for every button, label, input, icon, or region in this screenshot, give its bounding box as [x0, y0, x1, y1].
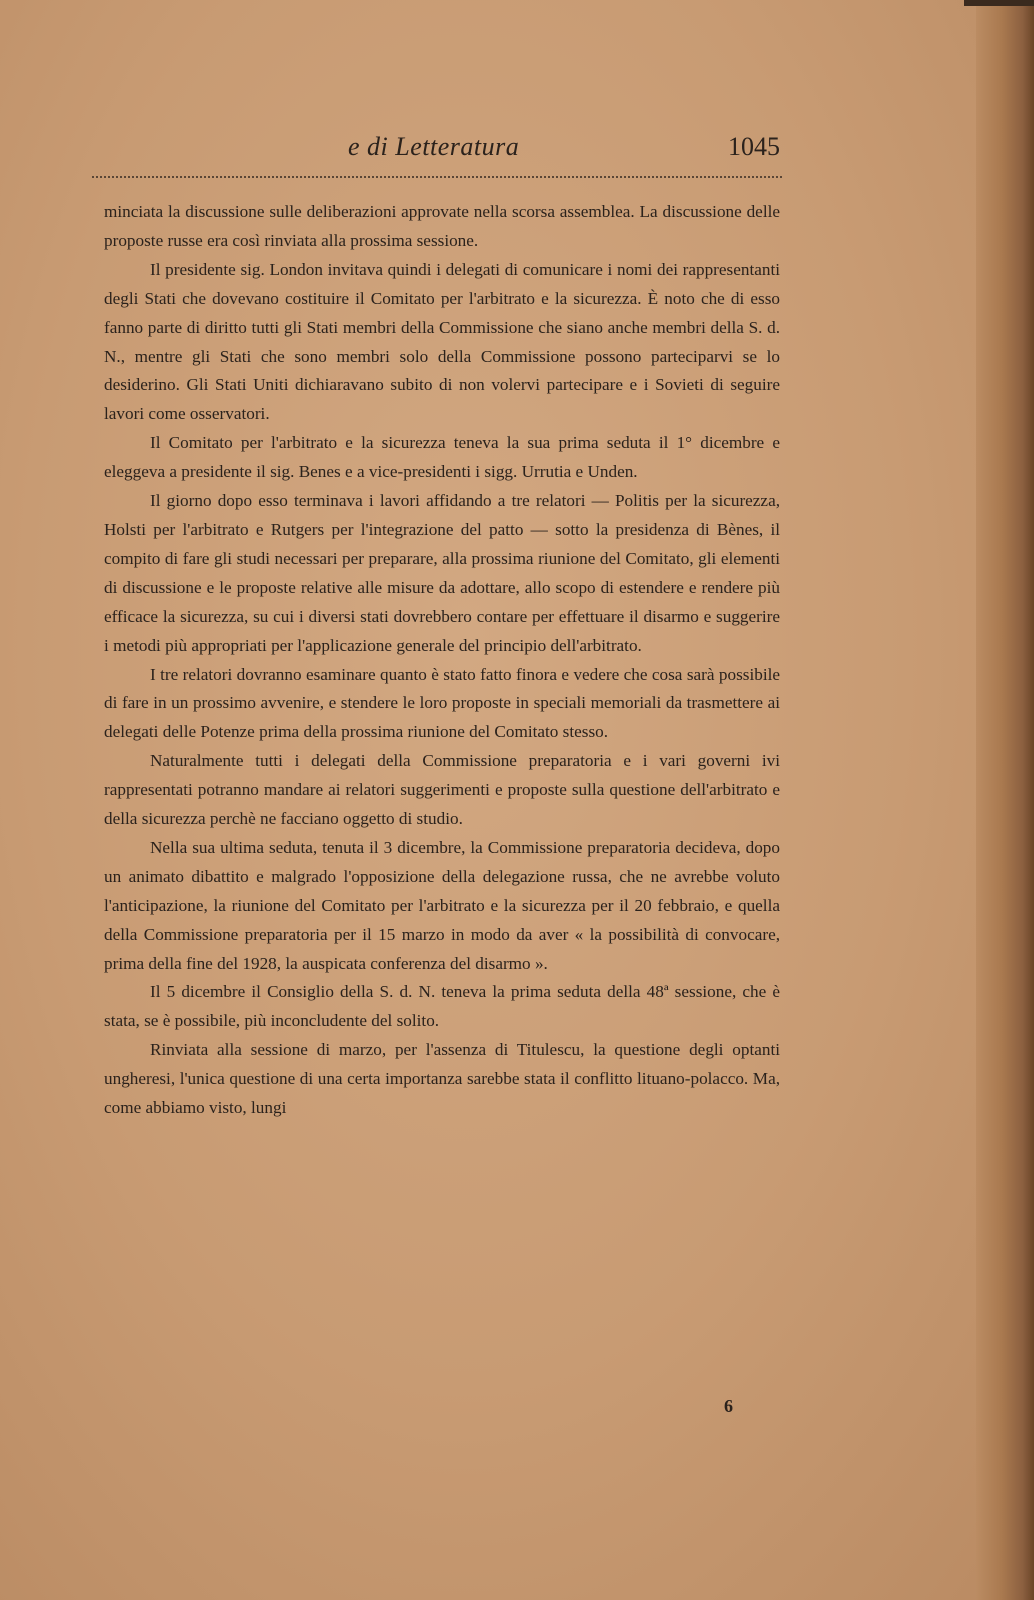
paragraph: Il 5 dicembre il Consiglio della S. d. N. teneva la prima seduta della 48ª sessione, che è stata, se è possibile, più inconcludente del solito. — [104, 982, 780, 1031]
paragraph: Il giorno dopo esso terminava i lavori affidando a tre relatori — Politis per la sicurezza, Holsti per l'arbitrato e Rutgers per l'integrazione del patto — sotto la presidenza di Bènes, il compito di fare gli studi necessari per preparare, alla prossima riunione del Comitato, gli elementi di discussione e le proposte relative alle misure da adottare, allo scopo di estendere e rendere più efficace la sicurezza, su cui i diversi stati dovrebbero contare per effettuare il disarmo e suggerire i metodi più appropriati per l'applicazione generale del principio dell'arbitrato. — [104, 491, 780, 655]
signature-mark: 6 — [724, 1396, 733, 1416]
body-text — [104, 198, 780, 1123]
page-header — [100, 132, 780, 172]
paragraph: Nella sua ultima seduta, tenuta il 3 dicembre, la Commissione preparatoria decideva, dopo un animato dibattito e malgrado l'opposizione della delegazione russa, che ne avrebbe voluto l'anticipazione, la riunione del Comitato per l'arbitrato e la sicurezza per il 20 febbraio, e quella della Commissione preparatoria per il 15 marzo in modo da aver « la possibilità di convocare, prima della fine del 1928, la auspicata conferenza del disarmo ». — [104, 837, 780, 973]
paragraph: Il presidente sig. London invitava quindi i delegati di comunicare i nomi dei rappresentanti degli Stati che dovevano costituire il Comitato per l'arbitrato e la sicurezza. È noto che di esso fanno parte di diritto tutti gli Stati membri della Commissione che siano anche membri della S. d. N., mentre gli Stati che sono membri solo della Commissione possono parteciparvi se lo desiderino. Gli Stati Uniti dichiaravano subito di non volervi partecipare e i Sovieti di seguire lavori come osservatori. — [104, 259, 780, 424]
page-corner-shadow — [964, 0, 1034, 6]
paragraph: minciata la discussione sulle deliberazioni approvate nella scorsa assemblea. La discussione delle proposte russe era così rinviata alla prossima sessione. — [104, 202, 780, 250]
page-edge-shadow — [976, 0, 1034, 1600]
running-title: e di Letteratura — [348, 132, 520, 161]
paragraph: Il Comitato per l'arbitrato e la sicurezza teneva la sua prima seduta il 1° dicembre e eleggeva a presidente il sig. Benes e a vice-presidenti i sigg. Urrutia e Unden. — [104, 433, 780, 482]
header-rule — [92, 176, 782, 178]
page-number: 1045 — [728, 132, 780, 161]
paragraph: I tre relatori dovranno esaminare quanto è stato fatto finora e vedere che cosa sarà possibile di fare in un prossimo avvenire, e stendere le loro proposte in speciali memoriali da trasmettere ai delegati delle Potenze prima della prossima riunione del Comitato stesso. — [104, 664, 780, 742]
paragraph: Rinviata alla sessione di marzo, per l'assenza di Titulescu, la questione degli optanti ungheresi, l'unica questione di una certa importanza sarebbe stata il conflitto lituano-polacco. Ma, come abbiamo visto, lungi — [104, 1040, 780, 1118]
paragraph: Naturalmente tutti i delegati della Commissione preparatoria e i vari governi ivi rappresentati potranno mandare ai relatori suggerimenti e proposte sulla questione dell'arbitrato e della sicurezza perchè ne facciano oggetto di studio. — [104, 751, 780, 829]
